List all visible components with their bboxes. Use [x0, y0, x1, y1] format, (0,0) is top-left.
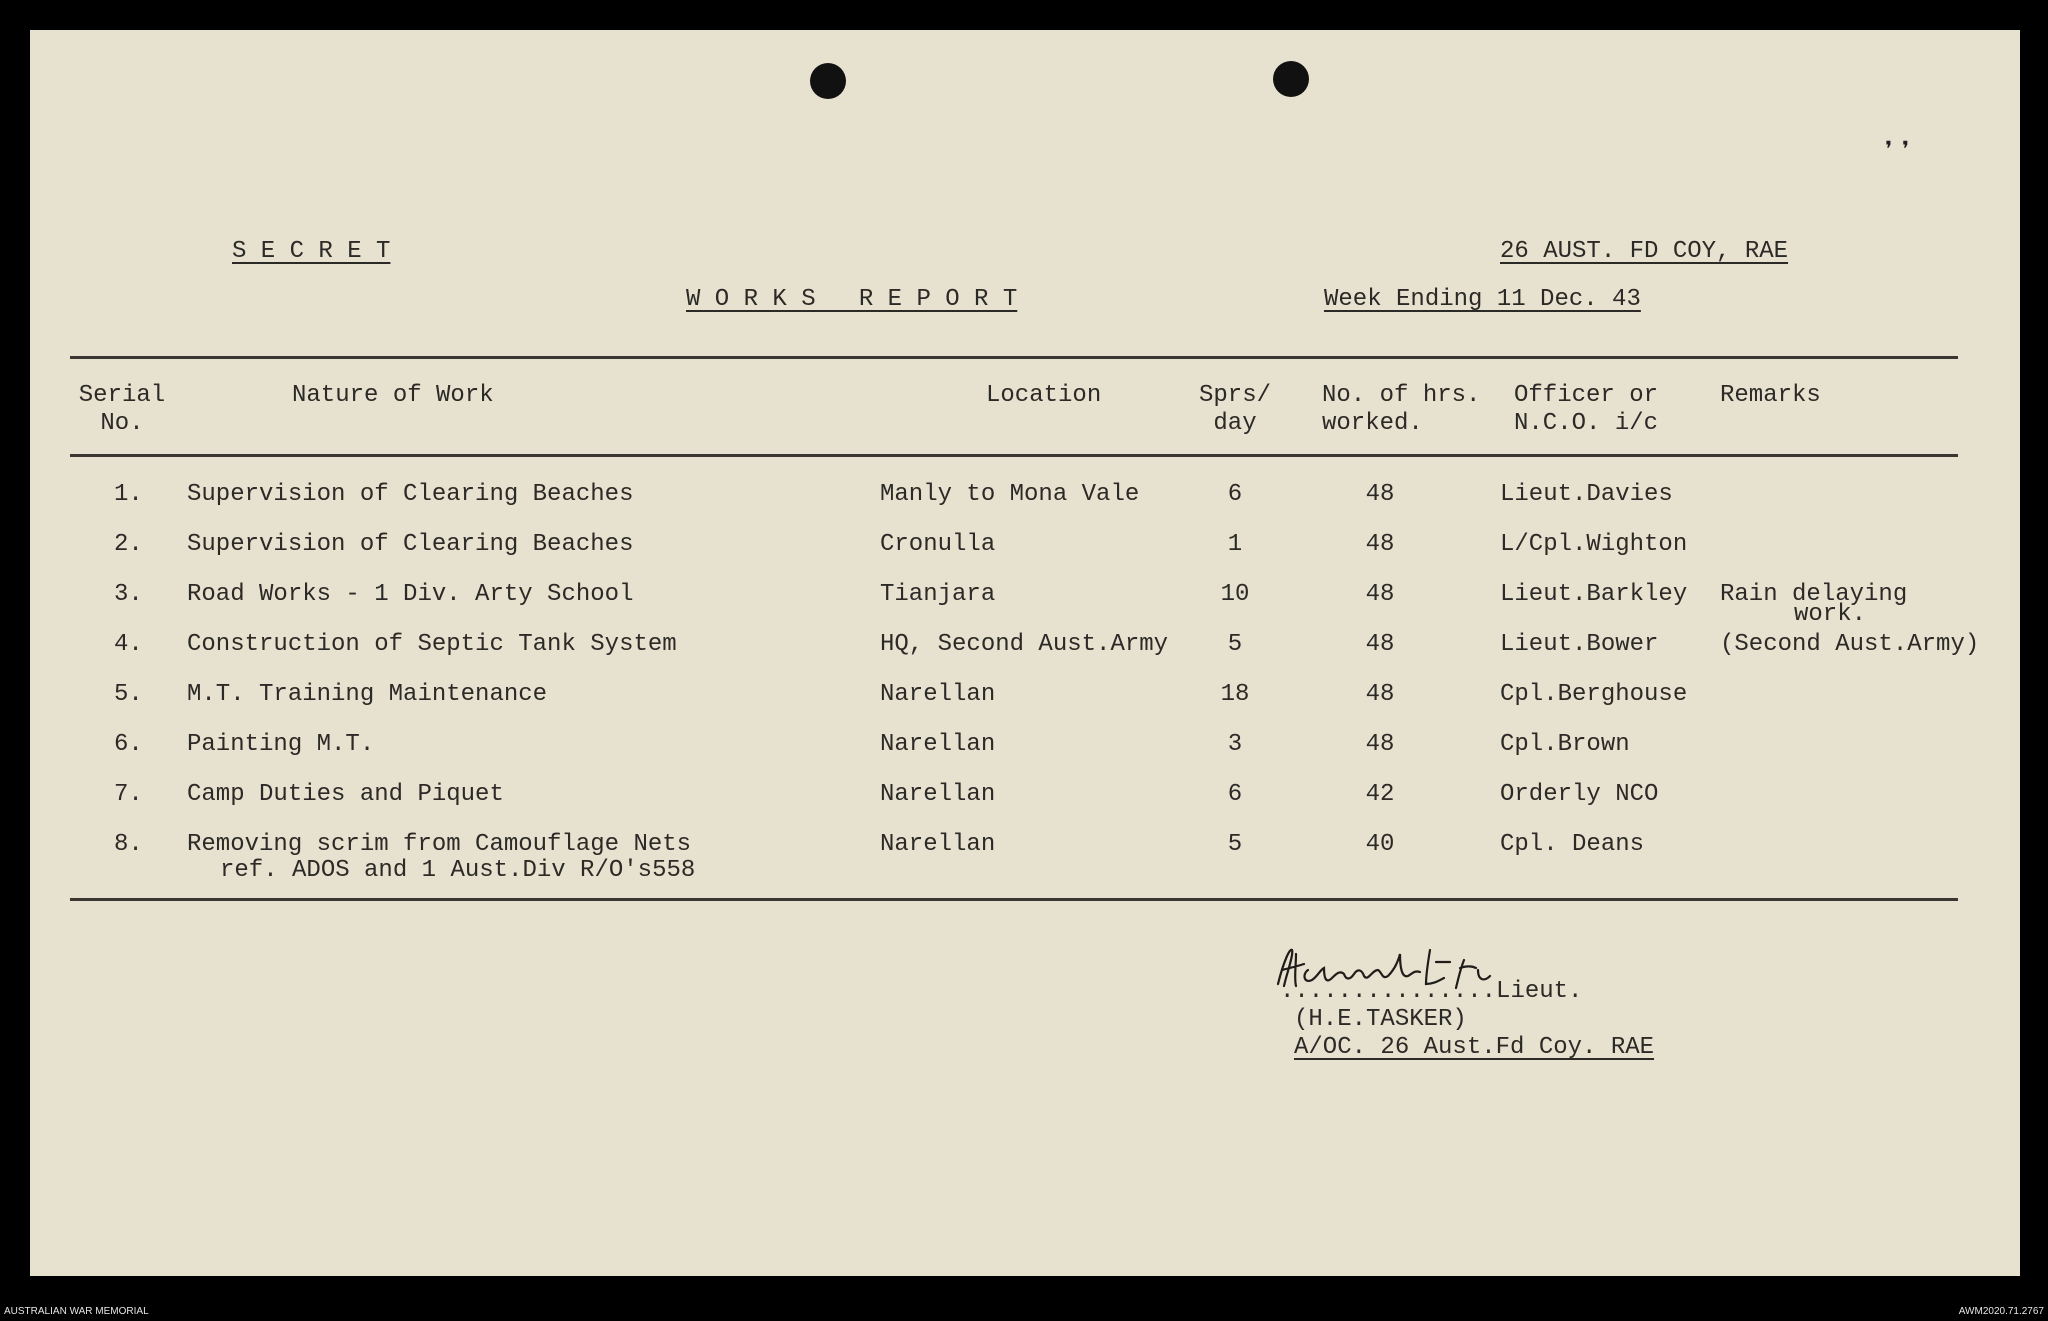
signatory-name: (H.E.TASKER)	[1294, 1006, 1467, 1033]
header-remarks: Remarks	[1720, 382, 1821, 409]
cell-location: HQ, Second Aust.Army	[880, 631, 1169, 658]
header-sprs-line2: day	[1213, 410, 1257, 437]
header-hours-line1: No. of hrs.	[1322, 382, 1481, 409]
cell-hours: 48	[1365, 481, 1395, 508]
cell-hours: 48	[1365, 531, 1395, 558]
cell-officer: Lieut.Barkley	[1500, 581, 1688, 608]
cell-remarks: (Second Aust.Army)	[1720, 631, 1980, 658]
cell-serial: 2.	[114, 531, 143, 558]
cell-location: Tianjara	[880, 581, 996, 608]
cell-hours: 48	[1365, 631, 1395, 658]
cell-location: Manly to Mona Vale	[880, 481, 1140, 508]
cell-sprs: 18	[1220, 681, 1250, 708]
signature-dots-rank: ...............Lieut.	[1280, 978, 1583, 1005]
footer-reference-number: AWM2020.71.2767	[1958, 1306, 2044, 1317]
cell-location: Narellan	[880, 731, 996, 758]
cell-serial: 4.	[114, 631, 143, 658]
cell-nature: Construction of Septic Tank System	[187, 631, 677, 658]
cell-nature: Painting M.T.	[187, 731, 375, 758]
cell-officer: Cpl. Deans	[1500, 831, 1645, 858]
cell-officer: L/Cpl.Wighton	[1500, 531, 1688, 558]
header-officer	[1514, 382, 1658, 438]
punch-hole-right	[1273, 61, 1309, 97]
unit-name: 26 AUST. FD COY, RAE	[1500, 238, 1789, 265]
cell-sprs: 5	[1227, 631, 1243, 658]
table-bottom-rule	[70, 898, 1958, 901]
header-hours	[1322, 382, 1480, 438]
cell-serial: 7.	[114, 781, 143, 808]
header-officer-line2: N.C.O. i/c	[1514, 410, 1659, 437]
cell-hours: 48	[1365, 731, 1395, 758]
cell-remarks: Rain delaying	[1720, 581, 1908, 608]
document-page	[30, 30, 2020, 1276]
week-ending: Week Ending 11 Dec. 43	[1324, 286, 1641, 313]
report-title: W O R K S R E P O R T	[686, 286, 1018, 313]
cell-hours: 48	[1365, 581, 1395, 608]
cell-sprs: 5	[1227, 831, 1243, 858]
cell-nature: Camp Duties and Piquet	[187, 781, 504, 808]
cell-hours: 42	[1365, 781, 1395, 808]
cell-nature: Removing scrim from Camouflage Nets	[187, 831, 692, 858]
punch-hole-left	[810, 63, 846, 99]
header-serial-line1: Serial	[78, 382, 166, 409]
cell-nature: Road Works - 1 Div. Arty School	[187, 581, 634, 608]
cell-serial: 8.	[114, 831, 143, 858]
cell-sprs: 1	[1227, 531, 1243, 558]
cell-location: Narellan	[880, 831, 996, 858]
cell-officer: Cpl.Brown	[1500, 731, 1630, 758]
cell-location: Narellan	[880, 781, 996, 808]
cell-serial: 3.	[114, 581, 143, 608]
cell-officer: Lieut.Davies	[1500, 481, 1673, 508]
cell-hours: 40	[1365, 831, 1395, 858]
cell-nature: Supervision of Clearing Beaches	[187, 481, 634, 508]
cell-sprs: 6	[1227, 481, 1243, 508]
header-sprs-line1: Sprs/	[1198, 382, 1271, 409]
cell-nature: Supervision of Clearing Beaches	[187, 531, 634, 558]
cell-serial: 1.	[114, 481, 143, 508]
cell-nature-continuation: ref. ADOS and 1 Aust.Div R/O's558	[220, 857, 696, 884]
signatory-position: A/OC. 26 Aust.Fd Coy. RAE	[1294, 1034, 1655, 1061]
header-nature: Nature of Work	[292, 382, 494, 409]
cell-location: Cronulla	[880, 531, 996, 558]
paper-tear-mark: ❜❜	[1880, 139, 1914, 170]
header-serial	[72, 382, 172, 438]
cell-serial: 5.	[114, 681, 143, 708]
cell-hours: 48	[1365, 681, 1395, 708]
cell-officer: Cpl.Berghouse	[1500, 681, 1688, 708]
cell-sprs: 3	[1227, 731, 1243, 758]
header-officer-line1: Officer or	[1514, 382, 1659, 409]
cell-officer: Lieut.Bower	[1500, 631, 1659, 658]
cell-officer: Orderly NCO	[1500, 781, 1659, 808]
cell-remarks-continuation: work.	[1793, 601, 1866, 628]
footer-archive-name: AUSTRALIAN WAR MEMORIAL	[4, 1306, 149, 1317]
cell-sprs: 6	[1227, 781, 1243, 808]
cell-nature: M.T. Training Maintenance	[187, 681, 548, 708]
cell-serial: 6.	[114, 731, 143, 758]
table-header-rule	[70, 454, 1958, 457]
cell-sprs: 10	[1220, 581, 1250, 608]
cell-location: Narellan	[880, 681, 996, 708]
header-serial-line2: No.	[100, 410, 144, 437]
table-top-rule	[70, 356, 1958, 359]
classification-label: S E C R E T	[232, 238, 391, 265]
header-sprs	[1190, 382, 1280, 438]
header-location: Location	[986, 382, 1102, 409]
header-hours-line2: worked.	[1322, 410, 1423, 437]
